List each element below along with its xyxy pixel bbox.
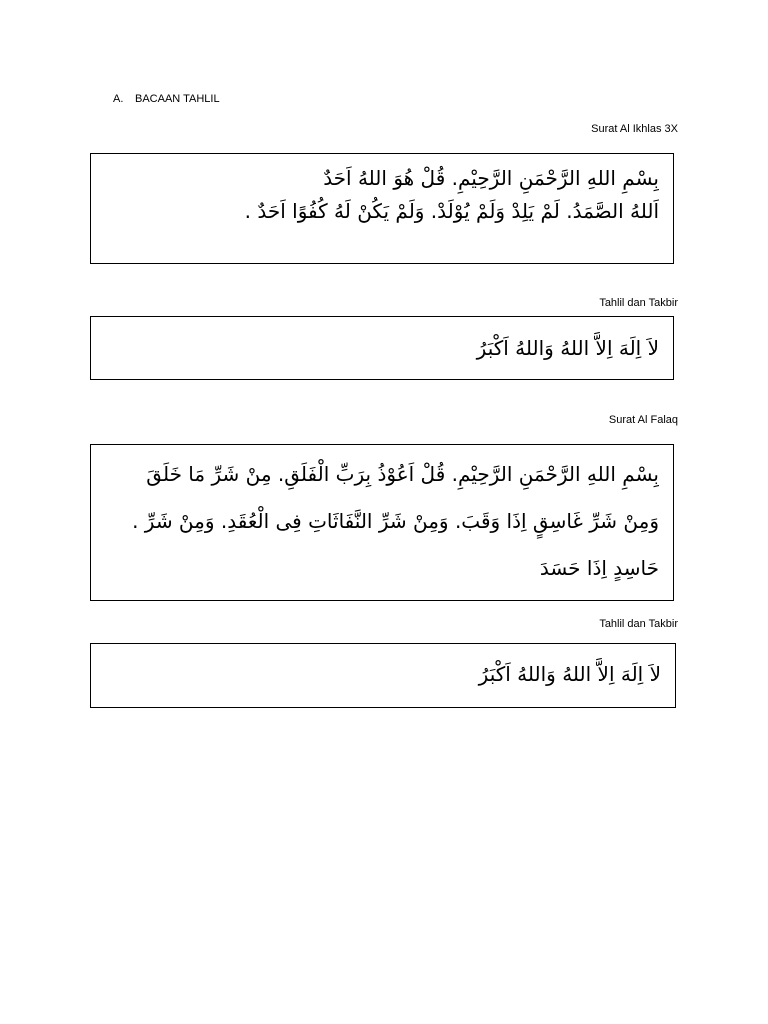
arabic-text-line: لاَ اِلَهَ اِلاَّ اللهُ وَاللهُ اَكْبَرُ [478, 662, 661, 686]
arabic-text-line: لاَ اِلَهَ اِلاَّ اللهُ وَاللهُ اَكْبَرُ [476, 336, 659, 360]
text-box-tahlil-dan-takbir [90, 316, 674, 380]
caption-surat-al-ikhlas: Surat Al Ikhlas 3X [591, 123, 678, 135]
section-title: BACAAN TAHLIL [135, 93, 220, 105]
arabic-text-line: بِسْمِ اللهِ الرَّحْمَنِ الرَّحِيْمِ. قُلْ هُوَ اللهُ اَحَدٌ [323, 166, 659, 190]
section-number: A. [113, 93, 124, 105]
arabic-text-line: اَللهُ الصَّمَدُ. لَمْ يَلِدْ وَلَمْ يُوْلَدْ. وَلَمْ يَكُنْ لَهُ كُفُوًا اَحَدٌ . [244, 199, 659, 223]
caption-tahlil-dan-takbir: Tahlil dan Takbir [599, 297, 678, 309]
caption-tahlil-dan-takbir-2: Tahlil dan Takbir [599, 618, 678, 630]
section-heading [113, 93, 220, 105]
caption-surat-al-falaq: Surat Al Falaq [608, 414, 678, 426]
arabic-text-line: بِسْمِ اللهِ الرَّحْمَنِ الرَّحِيْمِ. قُلْ اَعُوْذُ بِرَبِّ الْفَلَقِ. مِنْ شَرِّ مَا خَلَقَ [146, 462, 659, 486]
arabic-text-line: حَاسِدٍ اِذَا حَسَدَ [539, 556, 659, 580]
text-box-tahlil-dan-takbir-2 [90, 643, 676, 708]
text-box-surat-al-falaq [90, 444, 674, 601]
text-box-surat-al-ikhlas [90, 153, 674, 264]
arabic-text-line: وَمِنْ شَرِّ غَاسِقٍ اِذَا وَقَبَ. وَمِنْ شَرِّ النَّفَاثَاتِ فِى الْعُقَدِ. وَمِنْ شَرِّ . [132, 509, 659, 533]
